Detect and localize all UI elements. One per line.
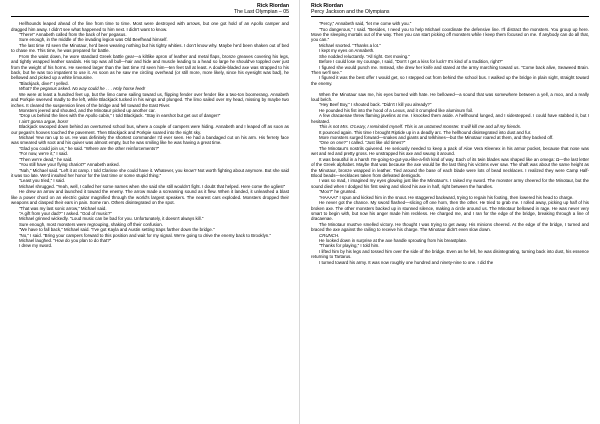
- body-paragraph: "No," I said. "Bring your campers forward to this position and wait for my signal. We're going to drive the enemy back to Brooklyn.": [19, 232, 272, 238]
- body-paragraph: I was so mad, I imagined my eyes glowing just like the Minotaur's. I raised my sword. The monster army cheered for the Minotaur, but the sound died when I dodged his first swing and sliced his axe in half, right between the handles.: [311, 178, 589, 189]
- body-paragraph: Michael snorted. "Thanks a lot.": [319, 42, 381, 48]
- body-paragraph: Michael Yew ran up to us. He was definitely the shortest commander I'd ever seen. He had a bandaged cut on his arm. His ferrety face was smeared with soot and his quiver was almost empty, but he was smiling like he was having a great time.: [11, 135, 289, 146]
- body-paragraph: I drew my sword.: [19, 243, 53, 249]
- body-paragraph: "Glad you could join us," he said. "Where are the other reinforcements?": [19, 145, 160, 151]
- body-paragraph: Michael grinned wickedly. "Loud music can be bad for you. Unfortunately, it doesn't always kill.": [19, 216, 204, 222]
- body-paragraph: CRUNCH.: [319, 232, 340, 238]
- body-paragraph: More monsters surged forward—snakes and giants and telkhines—but the Minotaur roared at them, and they backed off.: [319, 135, 554, 141]
- body-paragraph: Blackjack swooped down behind an overturned school bus, where a couple of campers were hiding. Annabeth and I leaped off as soon as our pegasi's hooves touched the pavement. Then Blackjack and Porkpie soared into the night sky.: [11, 124, 289, 135]
- body-paragraph: "That was my last sonic arrow," Michael said.: [19, 205, 107, 211]
- body-paragraph: When the Minotaur saw me, his eyes burned with hate. He bellowed—a sound that was somewhere between a yell, a moo, and a really loud belch.: [311, 91, 589, 103]
- header-book-title: The Last Olympian – 05: [233, 8, 289, 15]
- body-paragraph: Michael shrugged. "Yeah, well, I called her some names when she said she still wouldn't fight. I doubt that helped. Here come the uglies!": [19, 183, 286, 189]
- body-paragraph: He drew an arrow and launched it toward the enemy. The arrow made a screaming sound as it flew. When it landed, it unleashed a blast like a power chord on an electric guitar magnified through the world's largest speakers. The nearest cars exploded. Monsters dropped their weapons and clasped their ears in pain. Some ran. Others disintegrated on the spot.: [11, 189, 289, 206]
- body-paragraph: Hellhounds leaped ahead of the line from time to time. Most were destroyed with arrows, but one got hold of an Apollo camper and dragged him away. I didn't see what happened to him next. I didn't want to know.: [11, 21, 289, 32]
- body-paragraph: Before I could lose my courage, I said, "Don't I get a kiss for luck? It's kind of a tradition, right?": [319, 59, 503, 65]
- body-paragraph: "A gift from your dad?" I asked. "God of music?": [19, 210, 112, 216]
- page-body: [311, 21, 589, 265]
- body-paragraph: I turned toward his army. It was now roughly one hundred and ninety-nine to one. I did the: [319, 259, 494, 265]
- body-paragraph: He never got the chance. My sword flashed—slicing off one horn, then the other. He tried to grab me. I rolled away, picking up half of his broken axe. The other monsters backed up in stunned silence, making a circle around us. The Minotaur bellowed in rage. He was never very smart to begin with, but now his anger made him reckless. He charged me, and I ran for the edge of the bridge, breaking through a line of dracaenae.: [311, 200, 589, 222]
- body-paragraph: "For now, we're it," I said.: [19, 151, 69, 157]
- body-paragraph: This is not Mrs. O'Leary, I reminded myself. This is an untamed monster. It will kill me and all my friends.: [319, 124, 522, 130]
- body-paragraph: I figured she would punch me. Instead, she drew her knife and stared at the army marching toward us. "Come back alive, Seaweed Brain. Then we'll see.": [311, 64, 589, 75]
- body-paragraph: He pounded his fist into the hood of a Lexus, and it crumpled like aluminum foil.: [319, 107, 474, 113]
- body-paragraph: Sure enough, in the middle of the invading legion was Old Beefhead himself.: [19, 37, 168, 43]
- body-paragraph: "Nah," Michael said. "Left it at camp. I told Clarisse she could have it. Whatever, you know? Not worth fighting about anymore. But she said it was too late. We'd insulted her honor for the last time or some stupid thing.": [11, 167, 289, 178]
- left-page: [5, 0, 295, 424]
- body-paragraph: "Drop us behind the lines with the Apollo cabin," I told Blackjack. "Stay in earshot but get out of danger!": [19, 113, 221, 119]
- body-paragraph: From the waist down, he wore standard Greek battle gear—a kiltlike apron of leather and metal flaps, bronze greaves covering his legs, and tightly wrapped leather sandals. His top was all bull—hair and hide and muscle leading to a head so large he should've toppled over just from the weight of his horns. He seemed larger than the last time I'd seen him—ten feet tall at least. A double-bladed axe was strapped to his back, but he was too impatient to use it. As soon as he saw me circling overhead (or still more, more likely, since his eyesight was bad), he bellowed and picked up a white limousine.: [11, 53, 289, 81]
- body-paragraph: It was beautiful in a harsh I'm-going-to-gut-you-like-a-fish kind of way. Each of its twin blades was shaped like an omega: Ω—the last letter of the Greek alphabet. Maybe that was because the axe would be the last thing his victims ever saw. The shaft was about the same height as the Minotaur, bronze wrapped in leather. Tied around the base of each blade were lots of bead necklaces. I realized they were Camp Half-Blood beads—necklaces taken from defeated demigods.: [311, 156, 589, 178]
- body-paragraph: I ain't gonna argue, boss!: [19, 118, 69, 124]
- body-paragraph: "Blackjack, dive!" I yelled.: [19, 80, 69, 86]
- body-paragraph: She nodded reluctantly. "All right. Get moving.": [319, 53, 410, 59]
- body-paragraph: He looked down in surprise at the axe handle sprouting from his breastplate.: [319, 238, 468, 244]
- body-paragraph: "One on one?" I called. "Just like old times?": [319, 140, 406, 146]
- page-header: [11, 4, 289, 17]
- body-paragraph: I figured it was the best offer I would get, so I stepped out from behind the school bus. I walked up the bridge in plain sight, straight toward the enemy.: [311, 75, 589, 86]
- header-author: Rick Riordan: [257, 3, 289, 9]
- body-paragraph: "You still have your flying chariot?" Annabeth asked.: [19, 162, 120, 168]
- body-paragraph: "HAAAA!" I spun and kicked him in the snout. He staggered backward, trying to regain his footing, then lowered his head to charge.: [319, 194, 574, 200]
- body-paragraph: The last time I'd seen the Minotaur, he'd been wearing nothing but his tighty whities. I don't know why. Maybe he'd been shaken out of bed to chase me. This time, he was prepared for battle.: [11, 42, 289, 54]
- body-paragraph: We were at least a hundred feet up, but the limo came sailing toward us, flipping fender over fender like a two-ton boomerang. Annabeth and Porkpie swerved madly to the left, while Blackjack tucked in his wings and plunged. The limo sailed over my head, missing by maybe two inches. It cleared the suspension lines of the bridge and fell toward the East River.: [11, 91, 289, 108]
- body-paragraph: "Percy," Annabeth said, "let me come with you.": [319, 21, 412, 27]
- body-paragraph: "Hey Beef Boy," I shouted back. "Didn't I kill you already?": [319, 102, 432, 108]
- body-paragraph: The Minotaur must've smelled victory. He thought I was trying to get away. His minions cheered. At the edge of the bridge, I turned and braced the axe against the railing to receive his charge. The Minotaur didn't even slow down.: [311, 221, 589, 233]
- page-body: [11, 21, 289, 249]
- body-paragraph: The Minotaur's nostrils quivered. He seriously needed to keep a pack of Aloe Vera Kleenex in his armor pocket, because that nose was wet and red and pretty gross. He unstrapped his axe and swung it around.: [311, 145, 589, 157]
- body-paragraph: Sure enough, most monsters were regrouping, shaking off their confusion.: [19, 221, 163, 227]
- body-paragraph: "We have to fall back," Michael said. "I've got Kayla and Austin setting traps farther down the bridge.": [19, 227, 215, 233]
- page-header: [311, 4, 589, 17]
- right-page: [305, 0, 595, 424]
- body-paragraph: What? the pegasus asked. No way could he . . . Holy horse feed!: [19, 86, 146, 92]
- body-paragraph: I kept my eyes on Annabeth.: [319, 48, 375, 54]
- body-paragraph: "Moo?" he grunted.: [319, 189, 357, 195]
- body-paragraph: Michael laughed. "How do you plan to do that?": [19, 238, 112, 244]
- body-paragraph: I lifted him by his legs and tossed him over the side of the bridge. Even as he fell, he was disintegrating, turning back into dust, his essence returning to Tartarus.: [311, 248, 589, 260]
- body-paragraph: "Least you tried," I said.: [19, 178, 66, 184]
- page-divider: [299, 0, 300, 424]
- body-paragraph: "There!" Annabeth called from the back of her pegasus.: [19, 32, 127, 38]
- body-paragraph: A few dracaenae threw flaming javelins at me. I knocked them aside. A hellhound lunged, and I sidestepped. I could have stabbed it, but I hesitated.: [311, 113, 589, 124]
- body-paragraph: Monsters jeered and shouted, and the Minotaur picked up another car.: [19, 107, 156, 113]
- header-book-title: Percy Jackson and the Olympians: [311, 8, 390, 15]
- header-author: Rick Riordan: [311, 3, 343, 9]
- body-paragraph: It pounced again. This time I brought Riptide up in a deadly arc. The hellhound disintegrated into dust and fur.: [319, 129, 532, 135]
- body-paragraph: "Then we're dead," he said.: [19, 156, 73, 162]
- body-paragraph: "Too dangerous," I said. "Besides, I need you to help Michael coordinate the defensive line. I'll distract the monsters. You group up here. Move the sleeping mortals out of the way. Then you can start picking off monsters while I keep them focused on me. If anybody can do all that, you can.": [311, 26, 589, 43]
- body-paragraph: "Thanks for playing," I told him.: [319, 243, 380, 249]
